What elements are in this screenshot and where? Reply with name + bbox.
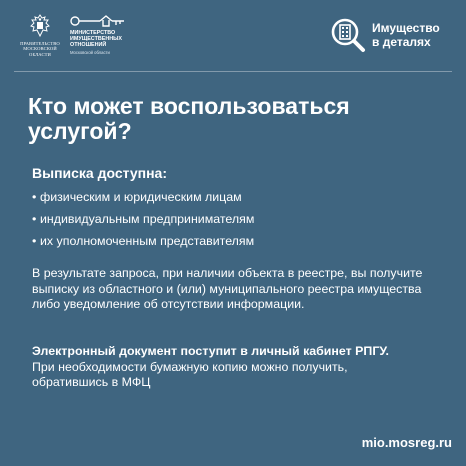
page-title: Кто может воспользоваться услугой? <box>28 93 350 144</box>
brand-logo <box>330 17 452 57</box>
list-item-text: физическим и юридическим лицам <box>40 190 242 204</box>
list-item <box>32 186 254 208</box>
moscow-oblast-coat-of-arms-icon <box>14 14 66 38</box>
header-divider <box>14 71 452 72</box>
list-item <box>32 208 254 230</box>
header <box>0 0 466 68</box>
key-house-icon <box>70 14 160 28</box>
bullet-dot-icon: • <box>32 234 37 248</box>
delivery-paragraph-bold: Электронный документ поступит в личный кабинет РПГУ. <box>32 344 389 358</box>
section-subtitle: Выписка доступна: <box>32 165 167 181</box>
brand-text: Имущество в деталях <box>372 21 440 49</box>
ministry-logo <box>70 14 160 55</box>
ministry-logo-subtitle: Московской области <box>70 49 110 55</box>
list-item-text: индивидуальным предпринимателям <box>40 212 255 226</box>
government-logo-text: ПРАВИТЕЛЬСТВО МОСКОВСКОЙ ОБЛАСТИ <box>20 41 60 57</box>
delivery-paragraph-text: При необходимости бумажную копию можно получить, обратившись в МФЦ <box>32 359 348 390</box>
government-logo <box>14 14 66 57</box>
magnifier-building-icon <box>330 17 366 58</box>
result-paragraph: В результате запроса, при наличии объекта в реестре, вы получите выписку из областного и (или) муниципального реестра имущества либо уведомление об отсутствии информации. <box>32 266 423 312</box>
eligibility-list <box>32 186 254 252</box>
bullet-dot-icon: • <box>32 190 37 204</box>
ministry-logo-title: МИНИСТЕРСТВО ИМУЩЕСТВЕННЫХ ОТНОШЕНИЙ <box>70 30 123 49</box>
list-item-text: их уполномоченным представителям <box>40 234 255 248</box>
bullet-dot-icon: • <box>32 212 37 226</box>
footer-url: mio.mosreg.ru <box>361 435 452 450</box>
delivery-paragraph <box>32 344 440 391</box>
list-item <box>32 230 254 252</box>
